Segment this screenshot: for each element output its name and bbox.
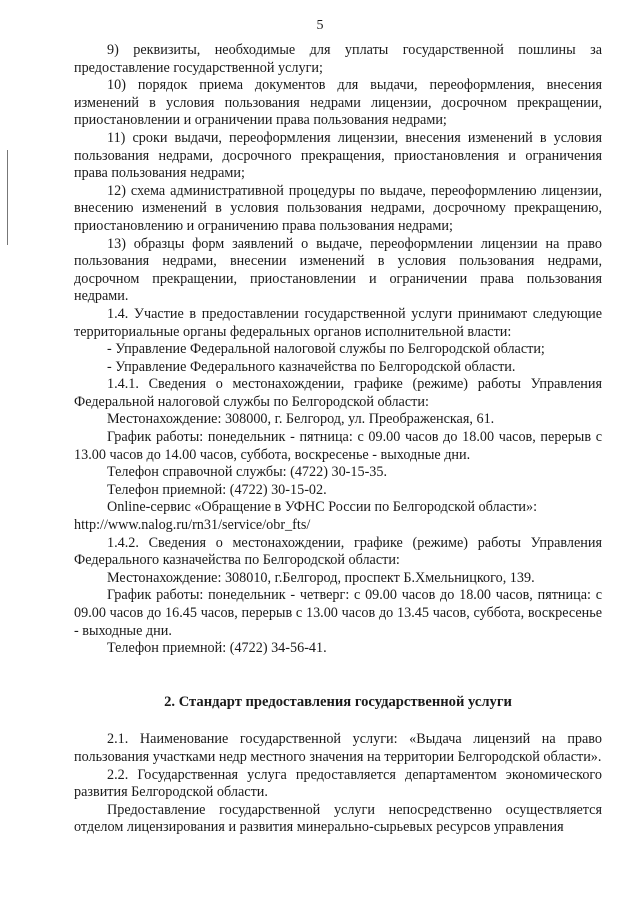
clause-2-2-continued: Предоставление государственной услуги непосредственно осуществляется отделом лицензирования и развития минерально-сырьевых ресурсов управления (74, 801, 602, 836)
clause-2-1: 2.1. Наименование государственной услуги: «Выдача лицензий на право пользования участками недр местного значения на территории Белгородской области». (74, 731, 602, 765)
clause-1-4-1: 1.4.1. Сведения о местонахождении, графике (режиме) работы Управления Федеральной налоговой службы по Белгородской области: (74, 376, 602, 410)
section-heading: 2. Стандарт предоставления государственной услуги (164, 693, 512, 710)
list-item-9: 9) реквизиты, необходимые для уплаты государственной пошлины за предоставление государственной услуги; (74, 42, 602, 76)
list-item-10: 10) порядок приема документов для выдачи, переоформления, внесения изменений в условия пользования недрами лицензии, досрочном прекращении, приостановлении и ограничении права пользования недрами; (74, 77, 602, 129)
authority-tax: - Управление Федеральной налоговой службы по Белгородской области; (107, 341, 545, 358)
treasury-address: Местонахождение: 308010, г.Белгород, проспект Б.Хмельницкого, 139. (107, 569, 535, 586)
treasury-schedule: График работы: понедельник - четверг: с 09.00 часов до 18.00 часов, пятница: с 09.00 часов до 16.45 часов, перерыв с 13.00 часов до 13.45 часов, суббота, воскресенье - выходные дни. (74, 587, 602, 639)
tax-phone-info: Телефон справочной службы: (4722) 30-15-35. (107, 464, 388, 481)
list-item-13: 13) образцы форм заявлений о выдаче, переоформлении лицензии на право пользования недрами, внесении изменений в условия пользования недрами, досрочном прекращении, приостановлении и ограничении права пользования недрами. (74, 235, 602, 305)
tax-phone-reception: Телефон приемной: (4722) 30-15-02. (107, 481, 327, 498)
page-number: 5 (316, 18, 324, 33)
tax-online-service: Online-сервис «Обращение в УФНС России по Белгородской области»: (107, 499, 538, 516)
treasury-phone-reception: Телефон приемной: (4722) 34-56-41. (107, 640, 327, 657)
document-body (74, 42, 602, 837)
clause-2-2: 2.2. Государственная услуга предоставляется департаментом экономического развития Белгородской области. (74, 766, 602, 801)
margin-line (7, 150, 8, 245)
list-item-12: 12) схема административной процедуры по выдаче, переоформлению лицензии, внесению изменений в условия пользования недрами, досрочному прекращению, приостановлению и ограничению права пользования недрами; (74, 182, 602, 234)
clause-1-4-2: 1.4.2. Сведения о местонахождении, графике (режиме) работы Управления Федерального казначейства по Белгородской области: (74, 534, 602, 569)
tax-online-link[interactable]: http://www.nalog.ru/rn31/service/obr_fts/ (74, 517, 311, 534)
authority-treasury: - Управление Федерального казначейства по Белгородской области. (107, 358, 516, 375)
clause-1-4: 1.4. Участие в предоставлении государственной услуги принимают следующие территориальные органы федеральных органов исполнительной власти: (74, 305, 602, 340)
tax-schedule: График работы: понедельник - пятница: с 09.00 часов до 18.00 часов, перерыв с 13.00 часов до 14.00 часов, суббота, воскресенье - выходные дни. (74, 429, 602, 463)
list-item-11: 11) сроки выдачи, переоформления лицензии, внесения изменений в условия пользования недрами, досрочного прекращения, приостановления и ограничения права пользования недрами; (74, 129, 602, 182)
tax-address: Местонахождение: 308000, г. Белгород, ул. Преображенская, 61. (107, 411, 495, 428)
